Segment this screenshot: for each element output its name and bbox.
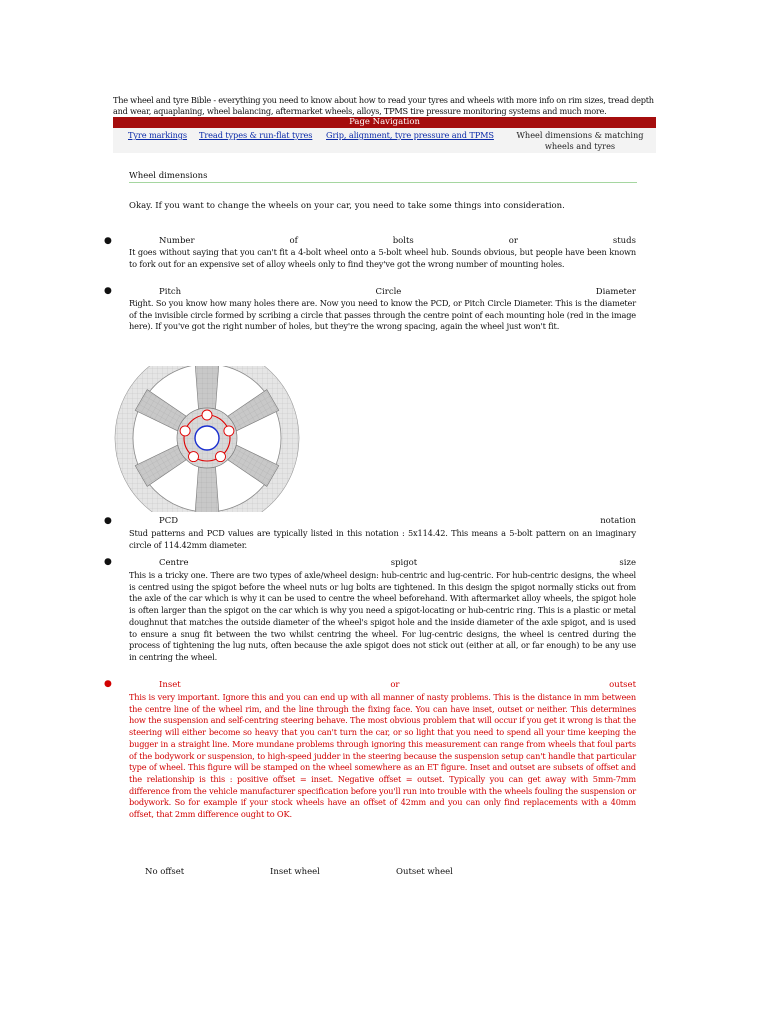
bullet-icon: ● xyxy=(104,286,112,296)
wheel-pcd-image xyxy=(113,366,302,512)
item-body-spigot: This is a tricky one. There are two types of axle/wheel design: hub-centric and lug-centric. For hub-centric designs, the wheel is centred using the spigot before the wheel nuts or lug bolts are tightened. In this design the spigot normally sticks out from the axle of the car which is why it can be used to centre the wheel beforehand. With aftermarket alloy wheels, the spigot hole is often larger than the spigot on the car which is why you need a spigot-locating or hub-centric ring. This is a plastic or metal doughnut that matches the outside diameter of the wheel's spigot hole and the inside diameter of the axle spigot, and is used to ensure a snug fit between the two whilst centring the wheel. For lug-centric designs, the wheel is centred during the process of tightening the lug nuts, often because the axle spigot does not stick out (either at all, or far enough) to be any use in centring the wheel. xyxy=(129,570,636,662)
page-navigation-title: Page Navigation xyxy=(113,117,656,128)
item-title-inset: Inset or outset xyxy=(159,680,636,690)
nav-current-page: Wheel dimensions & matching wheels and tyres xyxy=(516,130,644,151)
section-heading: Wheel dimensions xyxy=(129,171,208,181)
caption-outset-wheel: Outset wheel xyxy=(396,867,453,877)
item-body-pcd-notation: Stud patterns and PCD values are typically listed in this notation : 5x114.42. This means a 5-bolt pattern on an imaginary circle of 114.42mm diameter. xyxy=(129,528,636,550)
heading-divider xyxy=(129,182,637,183)
bullet-icon: ● xyxy=(104,557,112,567)
caption-inset-wheel: Inset wheel xyxy=(270,867,320,877)
bullet-icon: ● xyxy=(104,516,112,526)
item-body-inset: This is very important. Ignore this and you can end up with all manner of nasty problems. This is the distance in mm between the centre line of the wheel rim, and the line through the fixing face. You can have inset, outset or neither. This determines how the suspension and self-centring steering behave. The most obvious problem that will occur if you get it wrong is that the steering will either become so heavy that you can't turn the car, or so light that you need to spend all your time keeping the bugger in a straight line. More mundane problems through ignoring this measurement can range from wheels that foul parts of the bodywork or suspension, to high-speed judder in the steering because the suspension setup can't handle that particular type of wheel. This figure will be stamped on the wheel somewhere as an ET figure. Inset and outset are subsets of offset and the relationship is this : positive offset = inset. Negative offset = outset. Typically you can get away with 5mm-7mm difference from the vehicle manufacturer specification before you'll run into trouble with the wheels fouling the suspension or bodywork. So for example if your stock wheels have an offset of 42mm and you can only find replacements with a 40mm offset, that 2mm difference ought to OK. xyxy=(129,692,637,820)
item-body-pcd: Right. So you know how many holes there are. Now you need to know the PCD, or Pitch Circle Diameter. This is the diameter of the invisible circle formed by scribing a circle that passes through the centre point of each mounting hole (red in the image here). If you've got the right number of holes, but they're the wrong spacing, again the wheel just won't fit. xyxy=(129,298,636,332)
item-title-pcd-notation: PCD notation xyxy=(159,516,636,526)
caption-no-offset: No offset xyxy=(145,867,185,877)
lead-paragraph: Okay. If you want to change the wheels on your car, you need to take some things into consideration. xyxy=(129,201,565,211)
page-navigation xyxy=(113,128,656,153)
item-title-spigot: Centre spigot size xyxy=(159,558,636,568)
nav-link-tread-types[interactable]: Tread types & run-flat tyres xyxy=(199,130,313,140)
nav-link-tyre-markings[interactable]: Tyre markings xyxy=(128,130,188,140)
item-title-pcd: Pitch Circle Diameter xyxy=(159,287,636,297)
bullet-icon: ● xyxy=(104,236,112,246)
bullet-icon: ● xyxy=(104,679,112,689)
item-title-bolts: Number of bolts or studs xyxy=(159,236,636,246)
item-body-bolts: It goes without saying that you can't fit a 4-bolt wheel onto a 5-bolt wheel hub. Sounds obvious, but people have been known to fork out for an expensive set of alloy wheels only to find they've got the wrong number of mounting holes. xyxy=(129,247,636,269)
nav-link-grip-alignment[interactable]: Grip, alignment, tyre pressure and TPMS xyxy=(326,130,494,140)
intro-text: The wheel and tyre Bible - everything you need to know about how to read your tyres and wheels with more info on rim sizes, tread depth and wear, aquaplaning, wheel balancing, aftermarket wheels, alloys, TPMS tire pressure monitoring systems and much more. xyxy=(113,95,654,116)
